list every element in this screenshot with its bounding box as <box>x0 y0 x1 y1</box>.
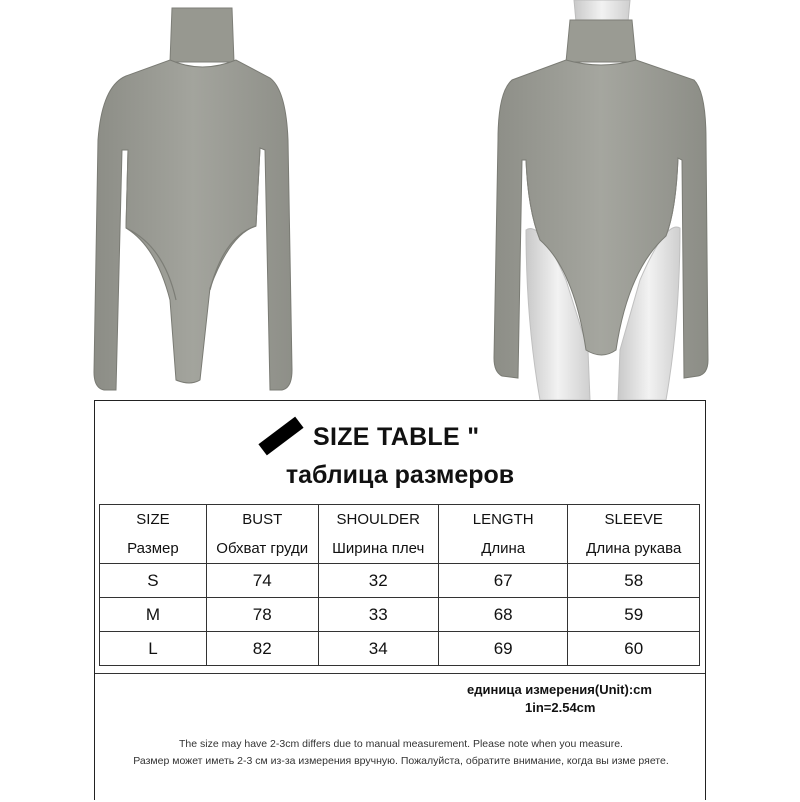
product-photos <box>0 0 800 400</box>
header-sleeve-ru: Длина рукава <box>586 540 682 557</box>
table-cell: 32 <box>318 564 438 598</box>
header-length-ru: Длина <box>481 540 526 557</box>
table-cell: 60 <box>568 632 700 666</box>
size-table-title: SIZE TABLE " <box>313 423 480 451</box>
table-row <box>100 598 700 632</box>
back-view-photo <box>470 0 740 400</box>
table-cell: 69 <box>438 632 568 666</box>
header-shoulder-ru: Ширина плеч <box>332 540 425 557</box>
header-shoulder-en: SHOULDER <box>336 511 420 528</box>
header-sleeve <box>568 505 700 564</box>
table-cell: 82 <box>206 632 318 666</box>
table-cell: L <box>100 632 207 666</box>
header-size-ru: Размер <box>127 540 179 557</box>
table-row <box>100 564 700 598</box>
table-cell: 33 <box>318 598 438 632</box>
table-cell: 59 <box>568 598 700 632</box>
table-cell: 67 <box>438 564 568 598</box>
measurement-note-ru: Размер может иметь 2-3 см из-за измерения вручную. Пожалуйста, обратите внимание, когда вы изме ряете. <box>133 755 669 767</box>
table-cell: 74 <box>206 564 318 598</box>
unit-label: единица измерения(Unit):cm <box>467 682 652 697</box>
header-length <box>438 505 568 564</box>
header-bust <box>206 505 318 564</box>
table-cell: 34 <box>318 632 438 666</box>
inch-conversion: 1in=2.54cm <box>525 700 596 715</box>
header-shoulder <box>318 505 438 564</box>
slash-mark-icon <box>258 417 303 456</box>
header-length-en: LENGTH <box>472 511 534 528</box>
table-header-row <box>100 505 700 564</box>
table-cell: 68 <box>438 598 568 632</box>
table-cell: 78 <box>206 598 318 632</box>
table-cell: 58 <box>568 564 700 598</box>
header-size <box>100 505 207 564</box>
notes-section <box>95 673 705 802</box>
header-sleeve-en: SLEEVE <box>604 511 663 528</box>
size-table-title-ru: таблица размеров <box>285 461 515 489</box>
header-bust-ru: Обхват груди <box>216 540 309 557</box>
table-row <box>100 632 700 666</box>
table-cell: S <box>100 564 207 598</box>
front-view-photo <box>60 0 340 400</box>
table-cell: M <box>100 598 207 632</box>
header-bust-en: BUST <box>242 511 283 528</box>
size-table <box>99 504 700 666</box>
measurement-note-en: The size may have 2-3cm differs due to manual measurement. Please note when you measure. <box>179 738 623 750</box>
size-table-header <box>95 417 705 457</box>
size-chart <box>94 400 706 800</box>
header-size-en: SIZE <box>136 511 170 528</box>
